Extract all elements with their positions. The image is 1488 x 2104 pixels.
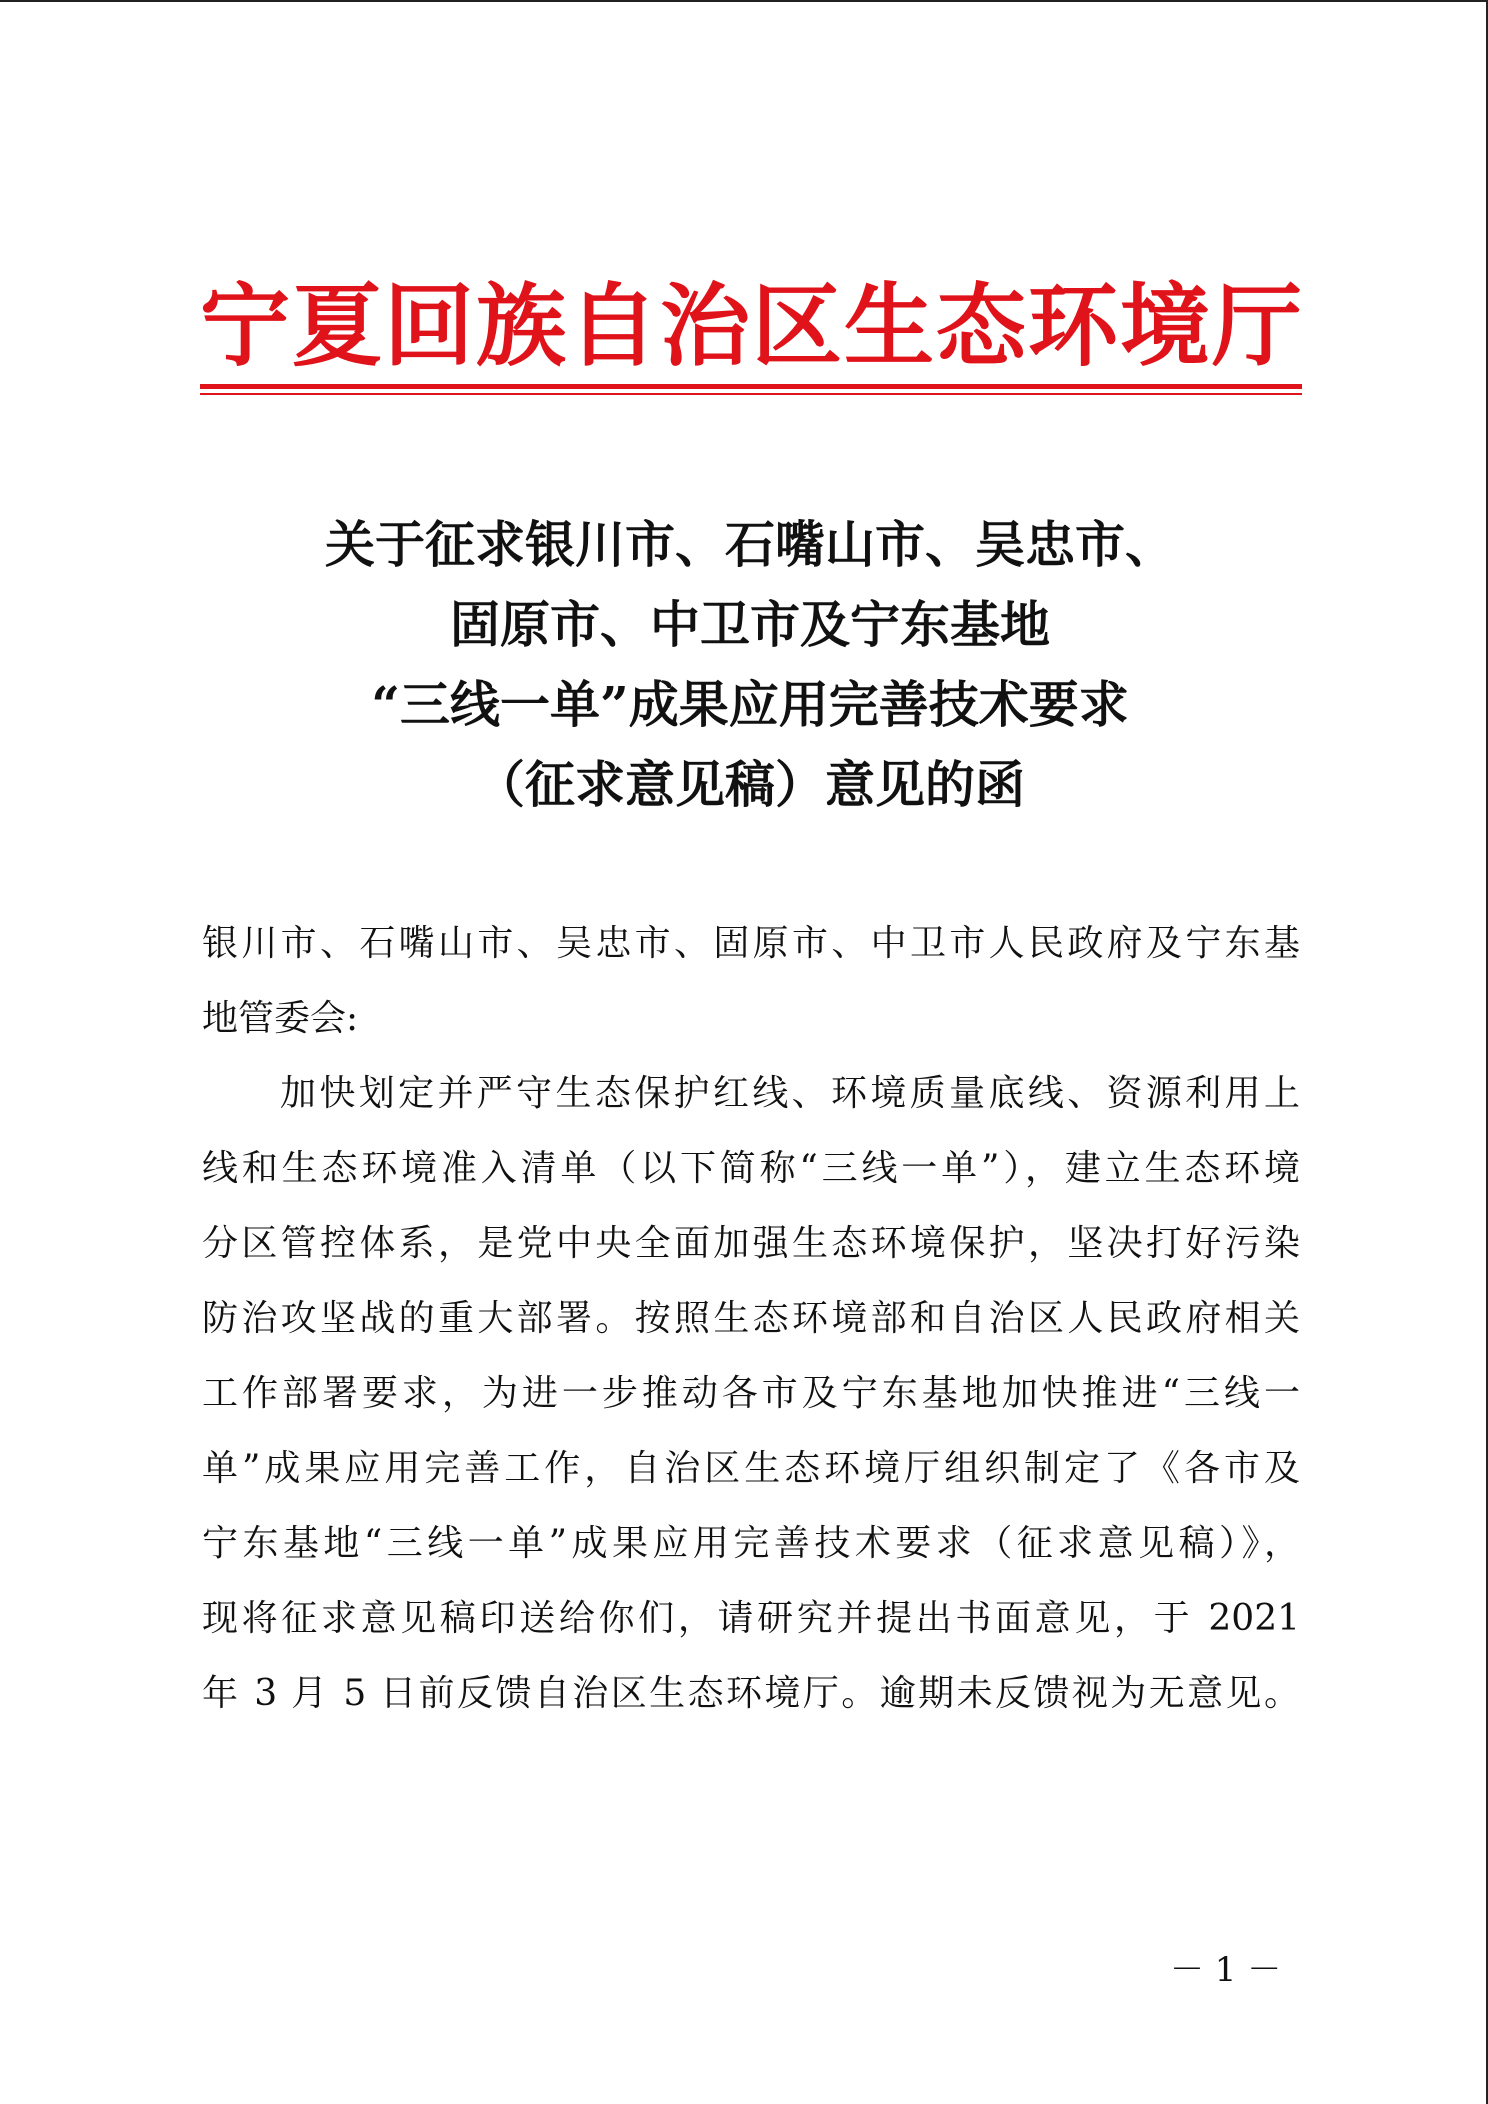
paragraph-line-2: 线和生态环境准入清单（以下简称“三线一单”），建立生态环境 [202,1148,1300,1189]
paragraph-line-8: 现将征求意见稿印送给你们，请研究并提出书面意见，于 2021 [202,1598,1300,1639]
addressee-line-2: 地管委会: [202,998,359,1039]
paragraph-line-9: 年 3 月 5 日前反馈自治区生态环境厅。逾期未反馈视为无意见。 [202,1673,1300,1714]
page-number: － 1 － [1170,1950,1282,1990]
title-line-3: “三线一单”成果应用完善技术要求 [371,675,1129,734]
document-title [200,505,1300,825]
letterhead-red-rule-thick [200,384,1302,389]
paragraph-line-6: 单”成果应用完善工作，自治区生态环境厅组织制定了《各市及 [202,1448,1300,1489]
addressee-line-1: 银川市、石嘴山市、吴忠市、固原市、中卫市人民政府及宁东基 [202,923,1300,964]
title-line-4: （征求意见稿）意见的函 [475,755,1025,814]
paragraph-line-4: 防治攻坚战的重大部署。按照生态环境部和自治区人民政府相关 [202,1298,1300,1339]
paragraph-line-7: 宁东基地“三线一单”成果应用完善技术要求（征求意见稿）》， [202,1523,1300,1564]
paragraph-line-5: 工作部署要求，为进一步推动各市及宁东基地加快推进“三线一 [202,1373,1300,1414]
letterhead-red-rule-thin [200,393,1302,395]
document-body [202,906,1300,1731]
paragraph-line-1: 加快划定并严守生态保护红线、环境质量底线、资源利用上 [280,1073,1300,1114]
title-line-2: 固原市、中卫市及宁东基地 [450,595,1050,654]
paragraph-line-3: 分区管控体系，是党中央全面加强生态环境保护，坚决打好污染 [202,1223,1300,1264]
title-line-1: 关于征求银川市、石嘴山市、吴忠市、 [325,515,1175,574]
letterhead-org-name: 宁夏回族自治区生态环境厅 [200,273,1304,379]
